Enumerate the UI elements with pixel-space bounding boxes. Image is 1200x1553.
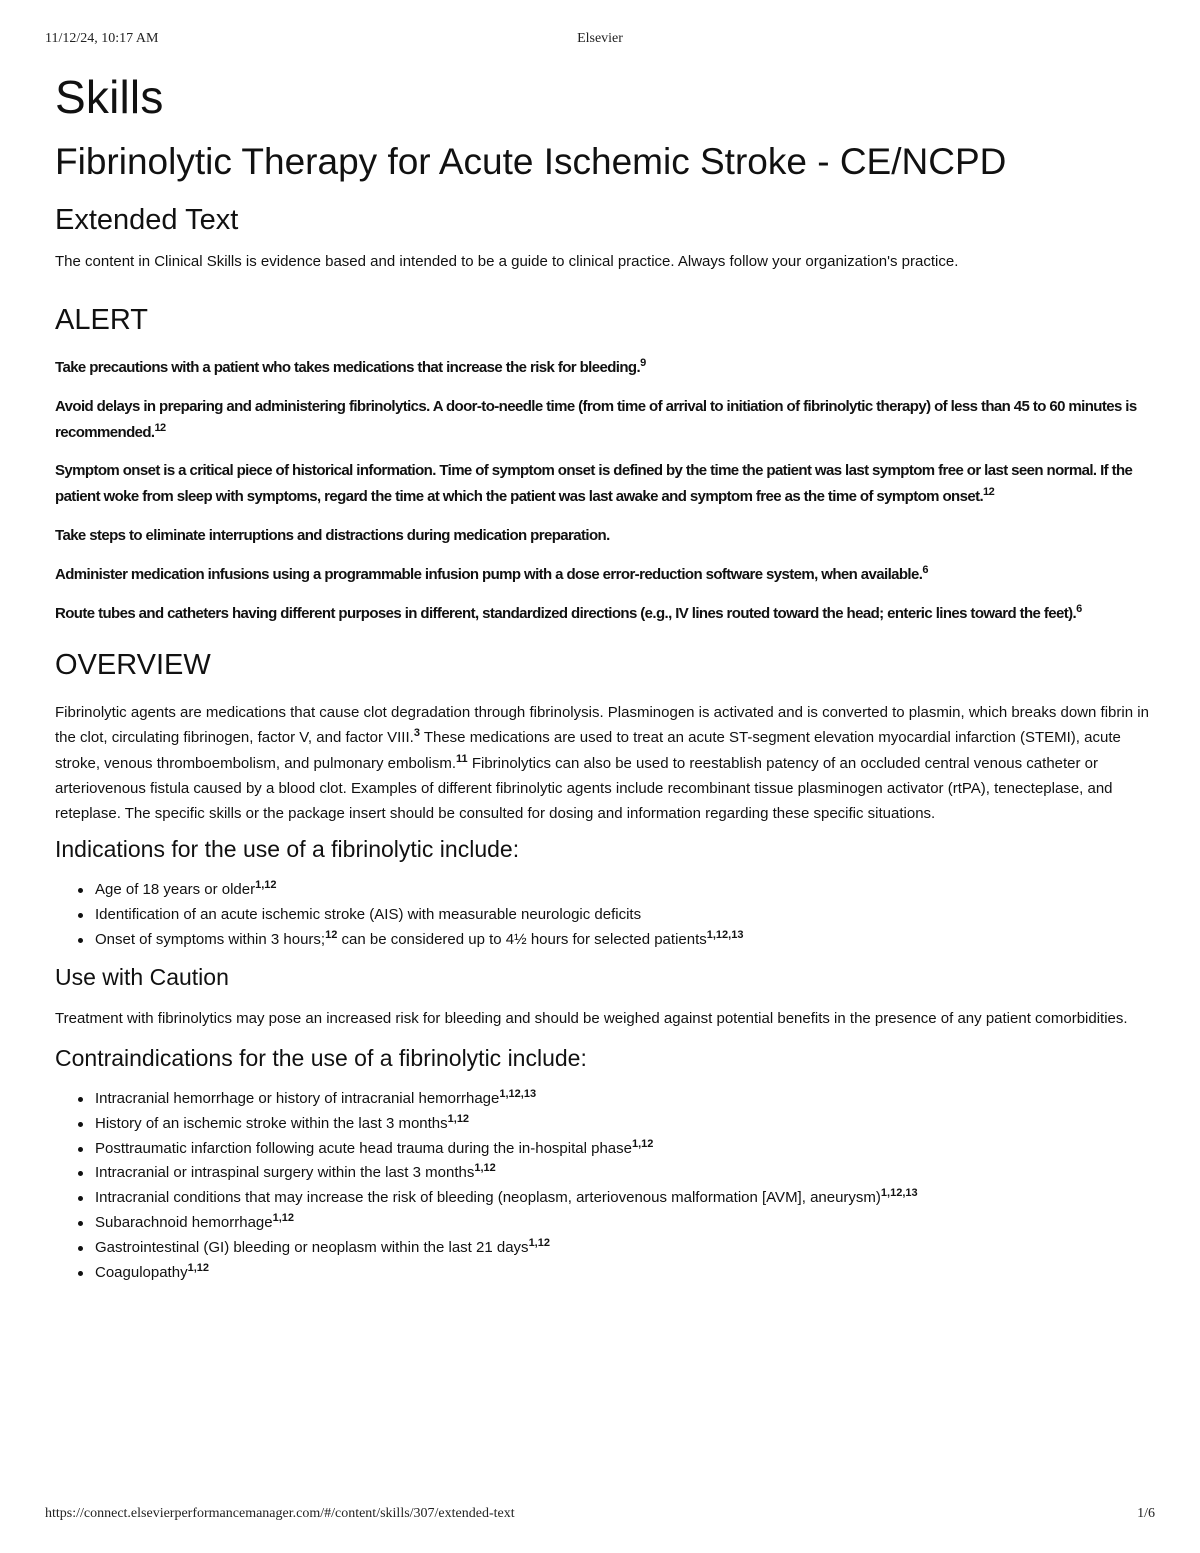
alert-item-text: Avoid delays in preparing and administering fibrinolytics. A door-to-needle time (from time of arrival to initiation of fibrinolytic therapy) of less than 45 to 60 minutes is recommended. (55, 397, 1137, 441)
reference-link[interactable]: 1,12 (255, 878, 277, 891)
alert-item (55, 355, 1155, 381)
list-item (55, 1211, 1155, 1236)
print-url: https://connect.elsevierperformancemanager.com/#/content/skills/307/extended-text (45, 1506, 515, 1521)
print-page-number: 1/6 (1137, 1506, 1155, 1521)
reference-link[interactable]: 1,12 (631, 1137, 654, 1150)
print-header (45, 31, 1155, 49)
print-site-name: Elsevier (577, 31, 623, 46)
list-item-text: Onset of symptoms within 3 hours; (95, 930, 326, 948)
disclaimer: The content in Clinical Skills is evidence based and intended to be a guide to clinical practice. Always follow your organization's practice. (55, 252, 959, 270)
caution-heading: Use with Caution (55, 964, 229, 991)
reference-link[interactable]: 1,12 (187, 1262, 209, 1275)
alert-item-text: Take steps to eliminate interruptions and distractions during medication preparation. (55, 526, 610, 544)
skill-title: Fibrinolytic Therapy for Acute Ischemic Stroke - CE/NCPD (55, 141, 1007, 182)
list-item-text: can be considered up to 4½ hours for selected patients (337, 930, 707, 948)
reference-link[interactable]: 1,12 (528, 1237, 550, 1250)
list-item-text: Subarachnoid hemorrhage (95, 1214, 273, 1232)
overview-text: Fibrinolytic agents are medications that cause clot degradation through fibrinolysis. Plasminogen is activated and is converted to plasmin, which breaks down fibrin in the clot, circulating fibrinogen, factor V, and factor VIII. (55, 704, 1149, 747)
list-item (55, 928, 1155, 953)
reference-link[interactable]: 12 (983, 486, 995, 499)
list-item-text: Posttraumatic infarction following acute head trauma during the in-hospital phase (95, 1139, 632, 1157)
list-item-text: Gastrointestinal (GI) bleeding or neoplasm within the last 21 days (95, 1239, 529, 1257)
page-title: Skills (55, 71, 164, 123)
list-item-text: History of an ischemic stroke within the last 3 months (95, 1114, 448, 1132)
alert-item (55, 394, 1155, 446)
reference-link[interactable]: 6 (922, 563, 928, 576)
list-item (55, 1261, 1155, 1286)
alert-item-text: Symptom onset is a critical piece of historical information. Time of symptom onset is defined by the time the patient was last symptom free or last seen normal. If the patient woke from sleep with symptoms, regard the time at which the patient was last awake and symptom free as the time of symptom onset. (55, 462, 1133, 506)
reference-link[interactable]: 11 (456, 752, 468, 765)
reference-link[interactable]: 9 (640, 356, 646, 369)
list-item (55, 1236, 1155, 1261)
indications-heading: Indications for the use of a fibrinolytic include: (55, 836, 520, 863)
alert-heading: ALERT (55, 304, 148, 337)
reference-link[interactable]: 12 (325, 928, 338, 941)
alert-item-text: Route tubes and catheters having different purposes in different, standardized directions (e.g., IV lines routed toward the head; enteric lines toward the feet). (55, 604, 1077, 622)
reference-link[interactable]: 1,12 (447, 1112, 470, 1125)
list-item-text: Coagulopathy (95, 1264, 188, 1282)
list-item-text: Identification of an acute ischemic stroke (AIS) with measurable neurologic deficits (95, 905, 642, 923)
alert-list (55, 355, 1155, 626)
list-item (55, 878, 1155, 903)
reference-link[interactable]: 1,12,13 (706, 928, 744, 941)
list-item (55, 1112, 1155, 1137)
contraindications-list (55, 1087, 1155, 1286)
alert-item-text: Administer medication infusions using a programmable infusion pump with a dose error-reduction software system, when available. (55, 565, 923, 583)
list-item-text: Age of 18 years or older (95, 880, 256, 898)
reference-link[interactable]: 1,12 (474, 1162, 496, 1175)
reference-link[interactable]: 12 (154, 421, 166, 434)
list-item-text: Intracranial conditions that may increase the risk of bleeding (neoplasm, arteriovenous malformation [AVM], aneurysm) (95, 1189, 881, 1207)
overview-heading: OVERVIEW (55, 649, 211, 682)
list-item (55, 1087, 1155, 1112)
alert-item (55, 601, 1155, 627)
alert-item (55, 562, 1155, 588)
caution-text: Treatment with fibrinolytics may pose an increased risk for bleeding and should be weighed against potential benefits in the presence of any patient comorbidities. (55, 1010, 1128, 1028)
reference-link[interactable]: 3 (413, 727, 420, 740)
list-item (55, 903, 1155, 928)
print-footer (45, 1506, 1155, 1524)
print-datetime: 11/12/24, 10:17 AM (45, 31, 159, 46)
reference-link[interactable]: 1,12,13 (880, 1187, 918, 1200)
alert-item (55, 523, 1155, 549)
reference-link[interactable]: 1,12 (272, 1212, 295, 1225)
list-item-text: Intracranial or intraspinal surgery within the last 3 months (95, 1164, 475, 1182)
alert-item-text: Take precautions with a patient who takes medications that increase the risk for bleeding. (55, 358, 641, 376)
list-item (55, 1137, 1155, 1162)
article (55, 71, 1155, 1298)
list-item (55, 1161, 1155, 1186)
list-item-text: Intracranial hemorrhage or history of intracranial hemorrhage (95, 1089, 500, 1107)
reference-link[interactable]: 6 (1076, 602, 1082, 615)
overview-text: Fibrinolytics can also be used to reestablish patency of an occluded central venous catheter or arteriovenous fistula caused by a blood clot. Examples of different fibrinolytic agents include recombinant tissue plasminogen activator (rtPA), tenecteplase, and reteplase. The specific skills or the package insert should be consulted for dosing and information regarding these specific situations. (55, 754, 1113, 822)
overview-paragraph (55, 700, 1155, 826)
extended-text-heading: Extended Text (55, 203, 239, 236)
overview-text: These medications are used to treat an acute ST-segment elevation myocardial infarction (STEMI), acute stroke, venous thromboembolism, and pulmonary embolism. (55, 729, 1121, 772)
contraindications-heading: Contraindications for the use of a fibrinolytic include: (55, 1045, 587, 1072)
reference-link[interactable]: 1,12,13 (499, 1087, 537, 1100)
indications-list (55, 878, 1155, 953)
alert-item (55, 458, 1155, 510)
list-item (55, 1186, 1155, 1211)
